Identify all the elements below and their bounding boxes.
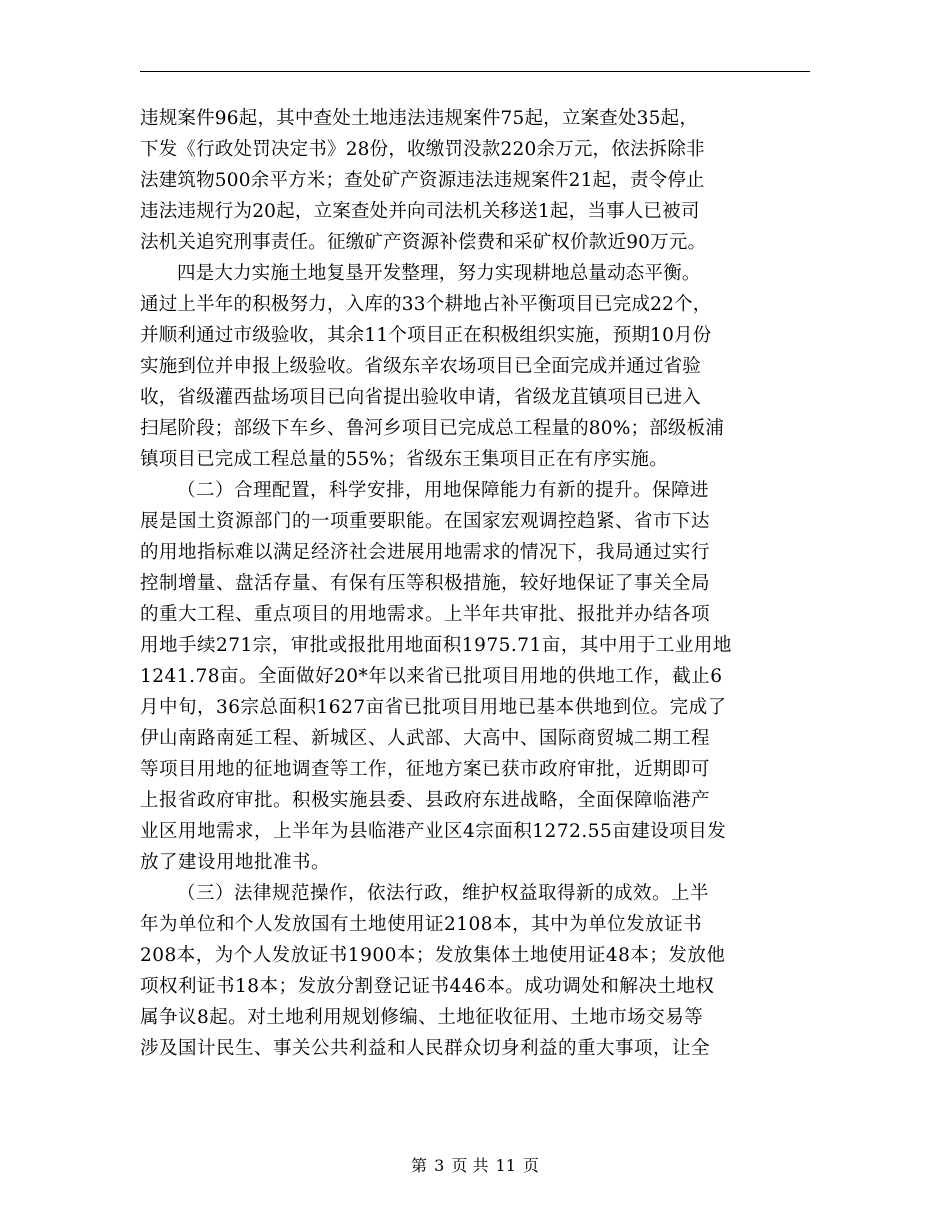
text-line: 违规案件96起，其中查处土地违法违规案件75起，立案查处35起， — [140, 108, 699, 129]
text-line: 的用地指标难以满足经济社会进展用地需求的情况下，我局通过实行 — [140, 542, 711, 563]
current-page-number: 3 — [434, 1156, 445, 1175]
text-line: （二）合理配置，科学安排，用地保障能力有新的提升。保障进 — [177, 480, 710, 501]
header-rule — [140, 71, 810, 72]
text-line: 四是大力实施土地复垦开发整理，努力实现耕地总量动态平衡。 — [177, 263, 701, 284]
text-line: 扫尾阶段；部级下车乡、鲁河乡项目已完成总工程量的80%；部级板浦 — [140, 418, 725, 439]
text-line: 月中旬，36宗总面积1627亩省已批项目用地已基本供地到位。完成了 — [140, 697, 727, 718]
paragraph-land-reclamation — [140, 258, 810, 475]
footer-middle: 页 共 — [451, 1156, 489, 1175]
text-line: 控制增量、盘活存量、有保有压等积极措施，较好地保证了事关全局 — [140, 573, 711, 594]
text-line: 收，省级灌西盐场项目已向省提出验收申请，省级龙苴镇项目已进入 — [140, 387, 702, 408]
text-line: 业区用地需求，上半年为县临港产业区4宗面积1272.55亩建设项目发 — [140, 821, 727, 842]
footer-prefix: 第 — [410, 1156, 427, 1175]
text-line: 208本，为个人发放证书1900本；发放集体土地使用证48本；发放他 — [140, 945, 726, 966]
text-line: （三）法律规范操作，依法行政，维护权益取得新的成效。上半 — [177, 883, 710, 904]
text-line: 的重大工程、重点项目的用地需求。上半年共审批、报批并办结各项 — [140, 604, 711, 625]
total-page-count: 11 — [495, 1156, 516, 1175]
text-line: 年为单位和个人发放国有土地使用证2108本，其中为单位发放证书 — [140, 914, 703, 935]
text-line: 展是国土资源部门的一项重要职能。在国家宏观调控趋紧、省市下达 — [140, 511, 711, 532]
text-line: 放了建设用地批准书。 — [140, 852, 331, 873]
paragraph-legal-administration — [140, 878, 810, 1064]
text-line: 伊山南路南延工程、新城区、人武部、大高中、国际商贸城二期工程 — [140, 728, 711, 749]
text-line: 违法违规行为20起，立案查处并向司法机关移送1起，当事人已被司 — [140, 201, 700, 222]
text-line: 实施到位并申报上级验收。省级东辛农场项目已全面完成并通过省验 — [140, 356, 702, 377]
paragraph-land-use-guarantee — [140, 475, 810, 878]
text-line: 等项目用地的征地调查等工作，征地方案已获市政府审批，近期即可 — [140, 759, 711, 780]
text-line: 项权利证书18本；发放分割登记证书446本。成功调处和解决土地权 — [140, 976, 715, 997]
text-line: 镇项目已完成工程总量的55%；省级东王集项目正在有序实施。 — [140, 449, 668, 470]
text-line: 并顺利通过市级验收，其余11个项目正在积极组织实施，预期10月份 — [140, 325, 712, 346]
text-line: 涉及国计民生、事关公共利益和人民群众切身利益的重大事项，让全 — [140, 1038, 711, 1059]
paragraph-violations — [140, 103, 810, 258]
text-line: 用地手续271宗，审批或报批用地面积1975.71亩，其中用于工业用地 — [140, 635, 732, 656]
footer-suffix: 页 — [523, 1156, 540, 1175]
page-footer — [0, 1156, 950, 1176]
text-line: 上报省政府审批。积极实施县委、县政府东进战略，全面保障临港产 — [140, 790, 711, 811]
text-line: 下发《行政处罚决定书》28份，收缴罚没款220余万元，依法拆除非 — [140, 139, 705, 160]
text-line: 1241.78亩。全面做好20*年以来省已批项目用地的供地工作，截止6 — [140, 666, 723, 687]
text-line: 法建筑物500余平方米；查处矿产资源违法违规案件21起，责令停止 — [140, 170, 705, 191]
text-line: 法机关追究刑事责任。征缴矿产资源补偿费和采矿权价款近90万元。 — [140, 232, 707, 253]
text-line: 属争议8起。对土地利用规划修编、土地征收征用、土地市场交易等 — [140, 1007, 704, 1028]
text-line: 通过上半年的积极努力，入库的33个耕地占补平衡项目已完成22个， — [140, 294, 712, 315]
document-body — [140, 103, 810, 1064]
